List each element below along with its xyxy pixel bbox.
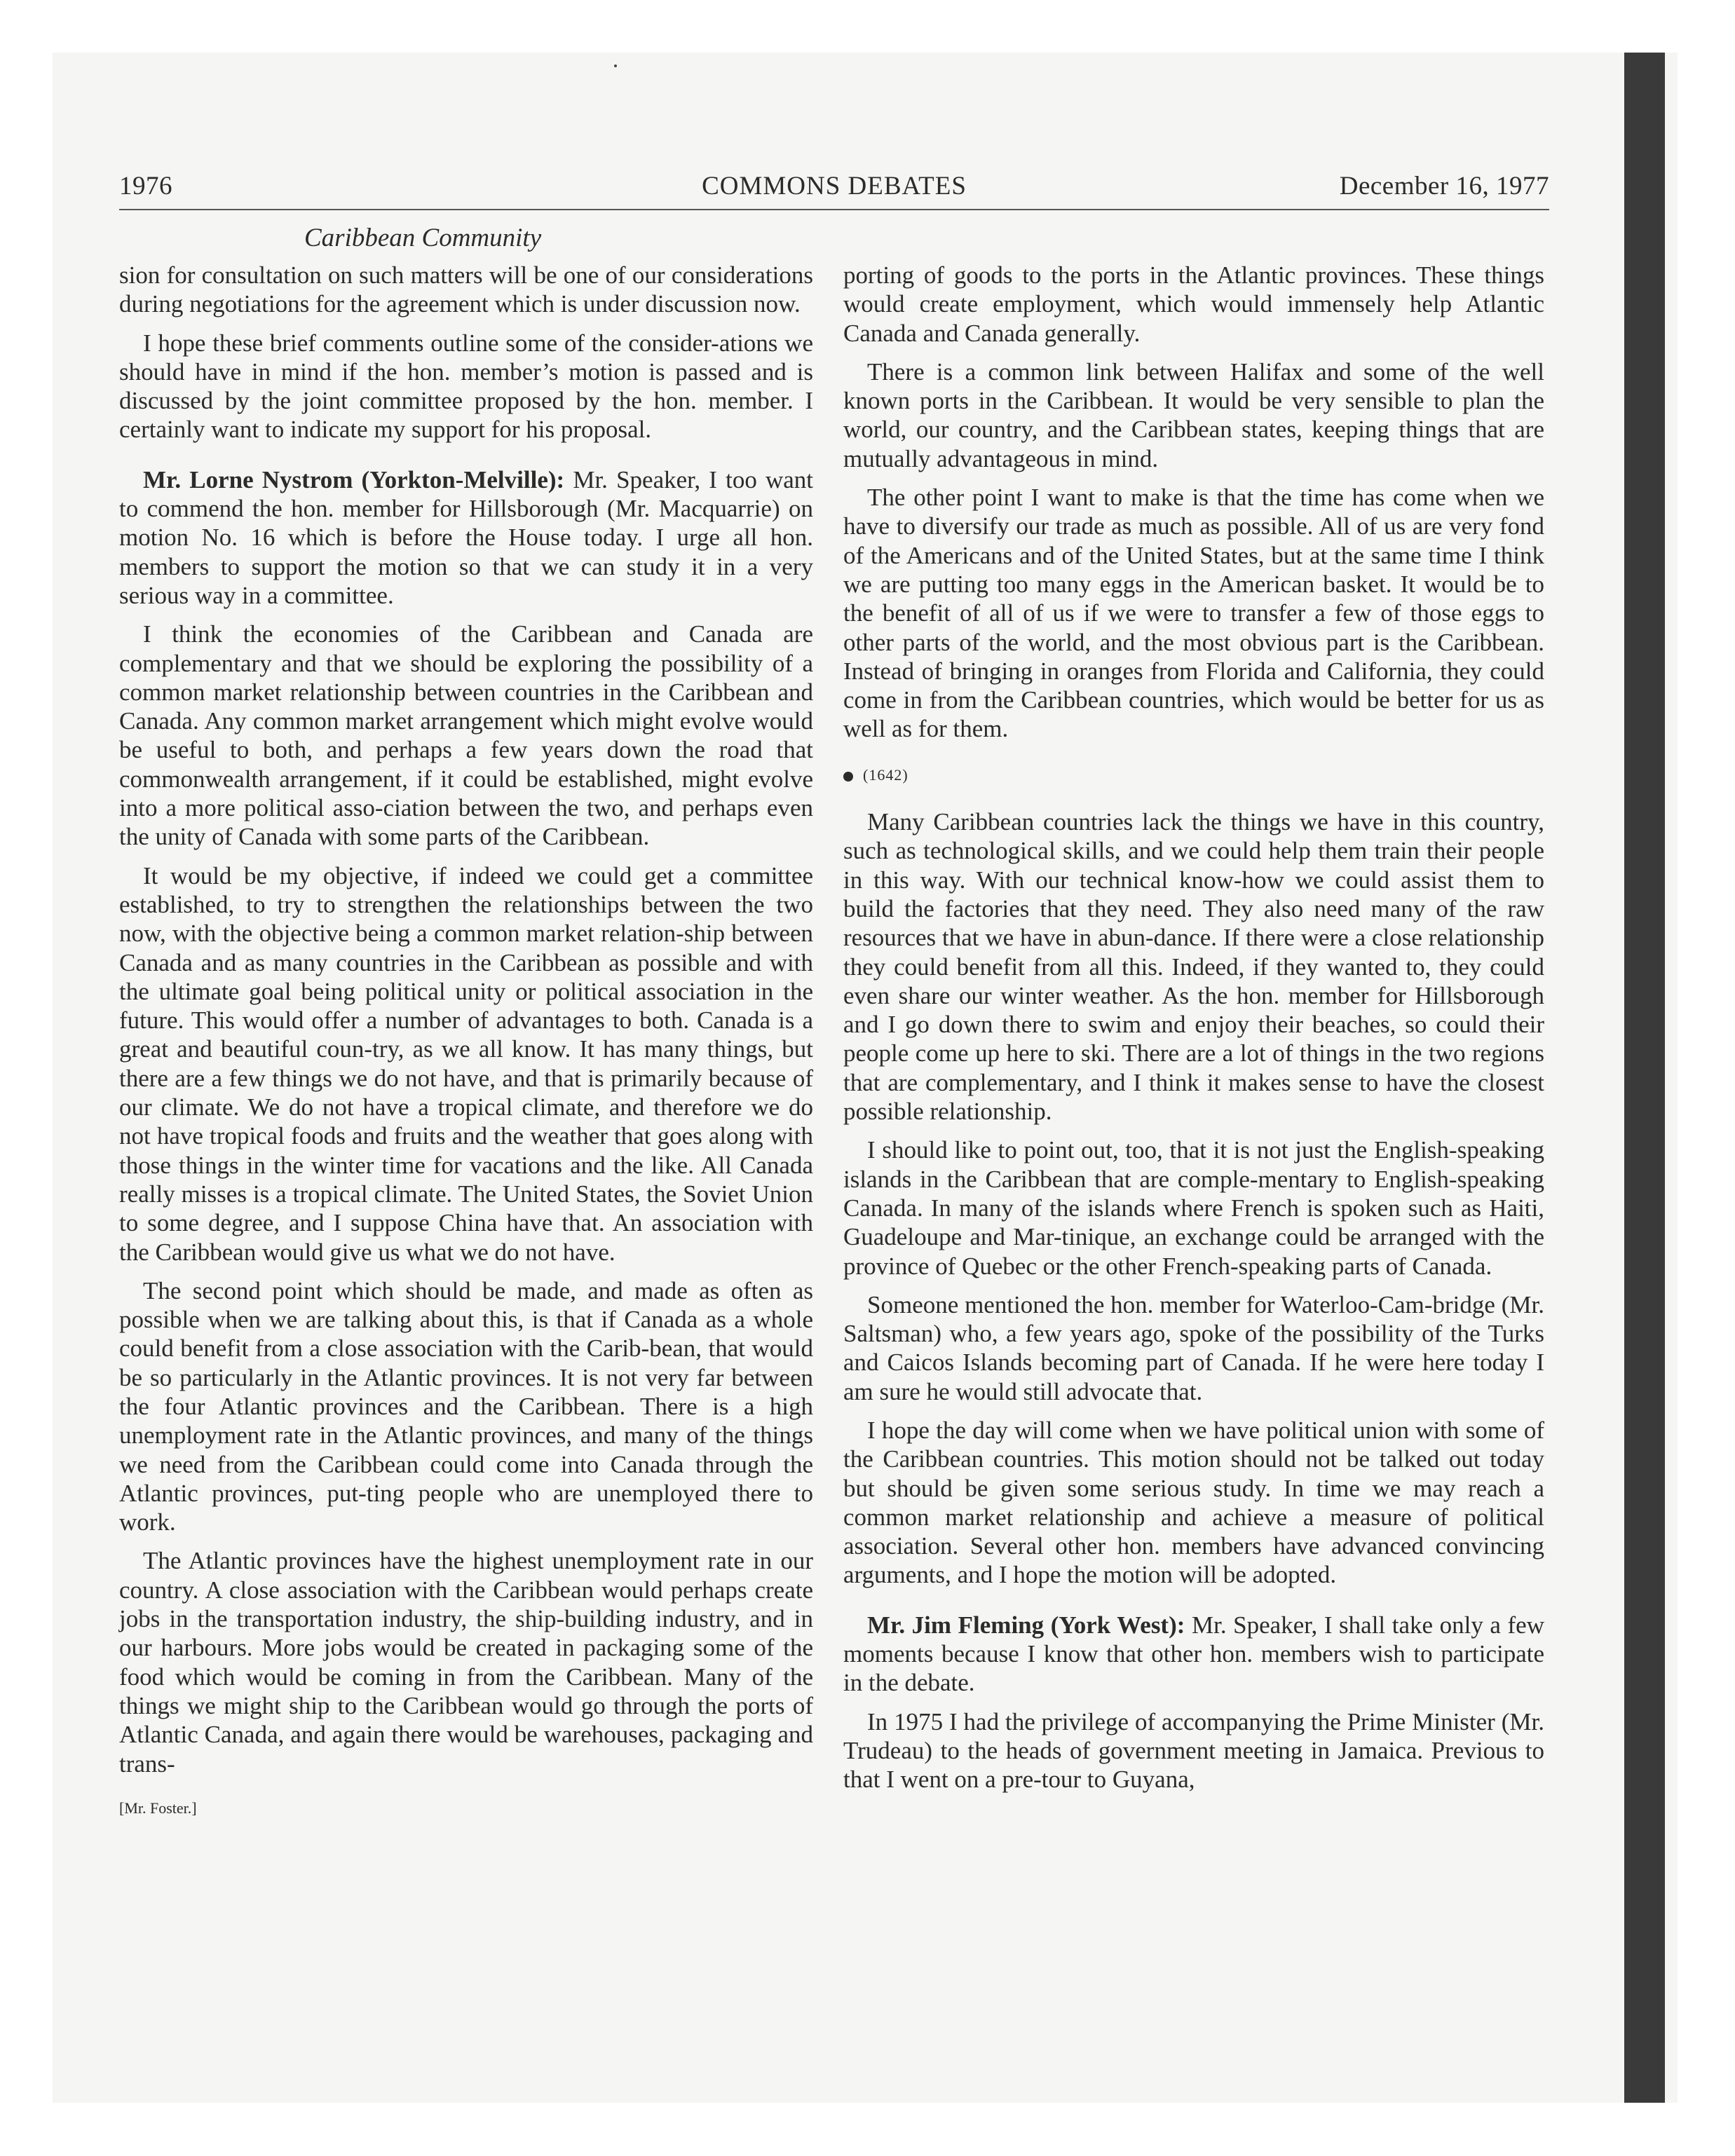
left-column xyxy=(119,261,813,1822)
paragraph: sion for consultation on such matters will be one of our considerations during negotiations for the agreement which is under discussion now. xyxy=(119,261,813,318)
paragraph: I hope these brief comments outline some of the consider-ations we should have in mind if the hon. member’s motion is passed and is discussed by the joint committee proposed by the hon. member. I certainly want to indicate my support for his proposal. xyxy=(119,329,813,444)
paragraph: In 1975 I had the privilege of accompanying the Prime Minister (Mr. Trudeau) to the heads of government meeting in Jamaica. Previous to that I went on a pre-tour to Guyana, xyxy=(843,1707,1544,1794)
paragraph: Someone mentioned the hon. member for Waterloo-Cam-bridge (Mr. Saltsman) who, a few years ago, spoke of the possibility of the Turks and Caicos Islands becoming part of Canada. If he were here today I am sure he would still advocate that. xyxy=(843,1290,1544,1405)
page-date: December 16, 1977 xyxy=(1339,172,1549,200)
speech-paragraph xyxy=(119,465,813,610)
speech-paragraph xyxy=(843,1611,1544,1698)
paragraph: I should like to point out, too, that it is not just the English-speaking islands in the Caribbean that are comple-mentary to English-speaking Canada. In many of the islands where French is spoken such as Haiti, Guadeloupe and Mar-tinique, an exchange could be arranged with the province of Quebec or the other French-speaking parts of Canada. xyxy=(843,1136,1544,1280)
paragraph: It would be my objective, if indeed we could get a committee established, to try to strengthen the relationships between the two now, with the objective being a common market relation-ship between Canada and as many countries in the Caribbean as possible and with the ultimate goal being political unity or political association in the future. This would offer a number of advantages to both. Canada is a great and beautiful coun-try, as we all know. It has many things, but there are a few things we do not have, and that is primarily because of our climate. We do not have a tropical climate, and therefore we do not have tropical foods and fruits and the weather that goes along with those things in the winter time for vacations and the like. All Canada really misses is a tropical climate. The United States, the Soviet Union to some degree, and I suppose China have that. An association with the Caribbean would give us what we do not have. xyxy=(119,861,813,1266)
paragraph: I hope the day will come when we have political union with some of the Caribbean countries. This motion should not be talked out today but should be given some serious study. In time we may reach a common market relationship and achieve a measure of political association. Several other hon. members have advanced convincing arguments, and I hope the motion will be adopted. xyxy=(843,1416,1544,1589)
running-title: Caribbean Community xyxy=(304,224,542,252)
paragraph: There is a common link between Halifax and some of the well known ports in the Caribbean. It would be very sensible to plan the world, our country, and the Caribbean states, keeping things that are mutually advantageous in mind. xyxy=(843,357,1544,472)
speech-text: Mr. Speaker, I shall take only a few moments because I know that other hon. members wish to participate in the debate. xyxy=(843,1611,1544,1697)
time-marker-text: (1642) xyxy=(863,765,909,784)
speech-text: Mr. Speaker, I too want to commend the hon. member for Hillsborough (Mr. Macquarrie) on motion No. 16 which is before the House today. I urge all hon. members to support the motion so that we can study it in a very serious way in a committee. xyxy=(119,465,814,609)
publication-title: COMMONS DEBATES xyxy=(702,172,967,200)
right-column xyxy=(843,261,1544,1804)
bullet-dot-icon xyxy=(843,772,853,782)
page-header xyxy=(119,167,1549,210)
speaker-footnote: [Mr. Foster.] xyxy=(119,1799,197,1817)
paragraph: I think the economies of the Caribbean and Canada are complementary and that we should be exploring the possibility of a common market relationship between countries in the Caribbean and Canada. Any common market arrangement which might evolve would be useful to both, and perhaps a few years down the road that commonwealth arrangement, if it could be established, might evolve into a more political asso-ciation between the two, and perhaps even the unity of Canada with some parts of the Caribbean. xyxy=(119,620,813,851)
paragraph: The other point I want to make is that the time has come when we have to diversify our trade as much as possible. All of us are very fond of the Americans and of the United States, but at the same time I think we are putting too many eggs in the American basket. It would be to the benefit of all of us if we were to transfer a few of those eggs to other parts of the world, and the most obvious part is the Caribbean. Instead of bringing in oranges from Florida and California, they could come in from the Caribbean countries, which would be better for us as well as for them. xyxy=(843,484,1544,743)
speaker-name: Mr. Lorne Nystrom (Yorkton-Melville): xyxy=(143,465,565,493)
scan-edge-shadow xyxy=(1624,53,1665,2103)
paragraph: The second point which should be made, and made as often as possible when we are talking about this, is that if Canada as a whole could benefit from a close association with the Carib-bean, that would be so particularly in the Atlantic provinces. It is not very far between the four Atlantic provinces and the Caribbean. There is a high unemployment rate in the Atlantic provinces, and many of the things we need from the Caribbean could come into Canada through the Atlantic provinces, put-ting people who are unemployed there to work. xyxy=(119,1276,813,1536)
time-marker xyxy=(843,760,1544,789)
paragraph: The Atlantic provinces have the highest unemployment rate in our country. A close association with the Caribbean would perhaps create jobs in the transportation industry, the ship-building industry, and in our harbours. More jobs would be created in packaging some of the food which would be coming in from the Caribbean. Many of the things we might ship to the Caribbean would go through the ports of Atlantic Canada, and again there would be warehouses, packaging and trans- xyxy=(119,1547,813,1778)
page-number: 1976 xyxy=(119,172,172,200)
paragraph: porting of goods to the ports in the Atlantic provinces. These things would create employment, which would immensely help Atlantic Canada and Canada generally. xyxy=(843,261,1544,347)
speaker-name: Mr. Jim Fleming (York West): xyxy=(867,1611,1185,1639)
scan-speck xyxy=(614,64,617,67)
paragraph: Many Caribbean countries lack the things we have in this country, such as technological skills, and we could help them train their people in this way. With our technical know-how we could assist them to build the factories that they need. They also need many of the raw resources that we have in abun-dance. If there were a close relationship they could benefit from all this. Indeed, if they wanted to, they could even share our winter weather. As the hon. member for Hillsborough and I go down there to swim and enjoy their beaches, so could their people come up here to ski. There are a lot of things in the two regions that are complementary, and I think it makes sense to have the closest possible relationship. xyxy=(843,808,1544,1126)
